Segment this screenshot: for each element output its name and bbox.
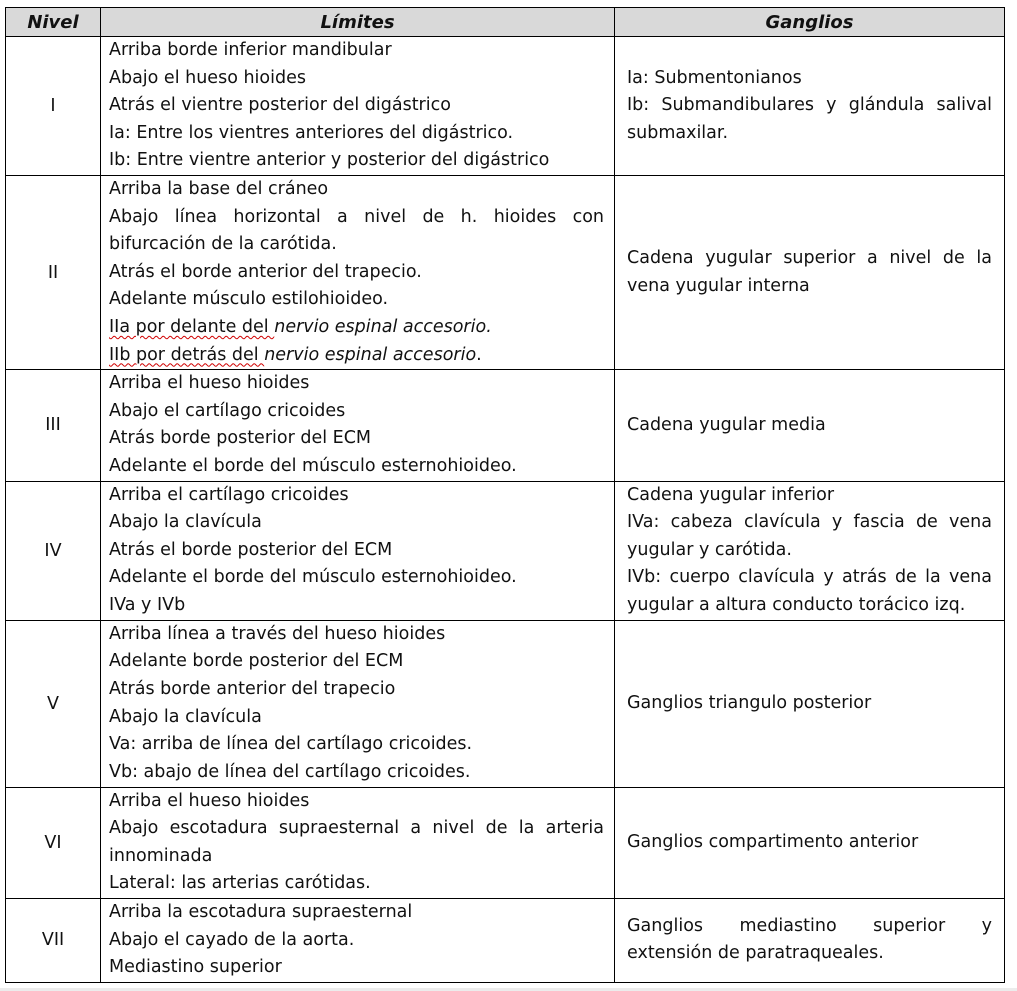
limit-line: Adelante borde posterior del ECM bbox=[109, 651, 404, 672]
node-line: Ganglios compartimento anterior bbox=[627, 831, 919, 852]
level-cell: II bbox=[6, 176, 101, 370]
limit-line: Atrás el borde anterior del trapecio. bbox=[109, 261, 422, 282]
limit-line: Ib: Entre vientre anterior y posterior del digástrico bbox=[109, 150, 550, 171]
table-row bbox=[6, 898, 1005, 982]
header-row bbox=[6, 8, 1005, 37]
node-line: yugular y carótida. bbox=[627, 539, 792, 560]
limit-line: Atrás el borde posterior del ECM bbox=[109, 539, 393, 560]
nodes-cell bbox=[615, 620, 1005, 787]
table-row bbox=[6, 176, 1005, 370]
limit-line-prefix: IIb por detrás del bbox=[109, 344, 265, 365]
nodes-cell bbox=[615, 37, 1005, 176]
limit-line: Arriba la escotadura supraesternal bbox=[109, 902, 413, 923]
level-cell: IV bbox=[6, 481, 101, 620]
table-row bbox=[6, 481, 1005, 620]
limit-line: Arriba el cartílago cricoides bbox=[109, 484, 349, 505]
limit-line: Arriba borde inferior mandibular bbox=[109, 40, 392, 61]
level-cell: VI bbox=[6, 787, 101, 898]
table-row bbox=[6, 787, 1005, 898]
limit-line: Arriba línea a través del hueso hioides bbox=[109, 623, 446, 644]
limits-cell bbox=[101, 370, 615, 481]
node-line: Cadena yugular media bbox=[627, 414, 826, 435]
limit-line: Adelante el borde del músculo esternohioideo. bbox=[109, 567, 517, 588]
level-cell: V bbox=[6, 620, 101, 787]
nodes-cell bbox=[615, 176, 1005, 370]
limit-line-prefix: IIa por delante del bbox=[109, 316, 275, 337]
limit-line: Adelante el borde del músculo esternohioideo. bbox=[109, 455, 517, 476]
nerve-name: nervio espinal accesorio bbox=[264, 344, 477, 365]
node-line: Ganglios triangulo posterior bbox=[627, 692, 872, 713]
limits-cell bbox=[101, 620, 615, 787]
nodes-cell bbox=[615, 481, 1005, 620]
level-cell: I bbox=[6, 37, 101, 176]
limit-line: Abajo escotadura supraesternal a nivel de la arteria bbox=[109, 818, 604, 839]
level-cell: VII bbox=[6, 898, 101, 982]
limit-line: Arriba la base del cráneo bbox=[109, 179, 329, 199]
node-line: extensión de paratraqueales. bbox=[627, 943, 884, 964]
node-line: submaxilar. bbox=[627, 122, 729, 143]
limit-line: Ia: Entre los vientres anteriores del digástrico. bbox=[109, 122, 514, 143]
table-row bbox=[6, 370, 1005, 481]
limit-line: Arriba el hueso hioides bbox=[109, 373, 310, 394]
node-line: Cadena yugular inferior bbox=[627, 484, 835, 505]
limit-line: Arriba el hueso hioides bbox=[109, 790, 310, 811]
limit-line: Va: arriba de línea del cartílago cricoides. bbox=[109, 734, 473, 755]
node-line: yugular a altura conducto torácico izq. bbox=[627, 594, 966, 615]
limit-line: innominada bbox=[109, 845, 213, 866]
limit-line: Abajo la clavícula bbox=[109, 706, 262, 727]
header-nivel: Nivel bbox=[6, 8, 101, 37]
nodes-cell bbox=[615, 370, 1005, 481]
limit-line: Adelante músculo estilohioideo. bbox=[109, 289, 389, 310]
node-line: Cadena yugular superior a nivel de la bbox=[627, 247, 992, 268]
limit-line bbox=[109, 342, 604, 370]
node-line: IVa: cabeza clavícula y fascia de vena bbox=[627, 512, 992, 533]
limits-cell bbox=[101, 898, 615, 982]
limit-line: Abajo el cartílago cricoides bbox=[109, 400, 346, 421]
level-cell: III bbox=[6, 370, 101, 481]
nodes-cell bbox=[615, 787, 1005, 898]
node-line: vena yugular interna bbox=[627, 275, 810, 296]
limit-line: Abajo el cayado de la aorta. bbox=[109, 929, 355, 950]
limit-line: Atrás borde posterior del ECM bbox=[109, 428, 372, 449]
nerve-name: nervio espinal accesorio. bbox=[274, 316, 492, 337]
limits-cell bbox=[101, 176, 615, 370]
limit-line: Vb: abajo de línea del cartílago cricoides. bbox=[109, 761, 471, 782]
table-row bbox=[6, 620, 1005, 787]
limit-line: Mediastino superior bbox=[109, 957, 282, 978]
limits-cell bbox=[101, 787, 615, 898]
nodes-cell bbox=[615, 898, 1005, 982]
lymph-node-levels-table bbox=[5, 7, 1005, 983]
node-line: Ia: Submentonianos bbox=[627, 67, 802, 88]
limit-line: Abajo línea horizontal a nivel de h. hioides con bbox=[109, 206, 604, 227]
limit-line: Lateral: las arterias carótidas. bbox=[109, 873, 371, 894]
limits-cell bbox=[101, 481, 615, 620]
limits-cell bbox=[101, 37, 615, 176]
limit-line: Atrás el vientre posterior del digástrico bbox=[109, 95, 451, 116]
limit-line: Abajo la clavícula bbox=[109, 512, 262, 533]
node-line: Ganglios mediastino superior y bbox=[627, 915, 992, 936]
limit-line bbox=[109, 314, 604, 342]
node-line: Ib: Submandibulares y glándula salival bbox=[627, 95, 992, 116]
limit-line-suffix: . bbox=[476, 344, 482, 365]
limit-line: bifurcación de la carótida. bbox=[109, 234, 337, 255]
limit-line: Atrás borde anterior del trapecio bbox=[109, 678, 396, 699]
table-row bbox=[6, 37, 1005, 176]
header-limites: Límites bbox=[101, 8, 615, 37]
node-line: IVb: cuerpo clavícula y atrás de la vena bbox=[627, 567, 992, 588]
limit-line: Abajo el hueso hioides bbox=[109, 67, 306, 88]
limit-line: IVa y IVb bbox=[109, 594, 186, 615]
header-ganglios: Ganglios bbox=[615, 8, 1005, 37]
